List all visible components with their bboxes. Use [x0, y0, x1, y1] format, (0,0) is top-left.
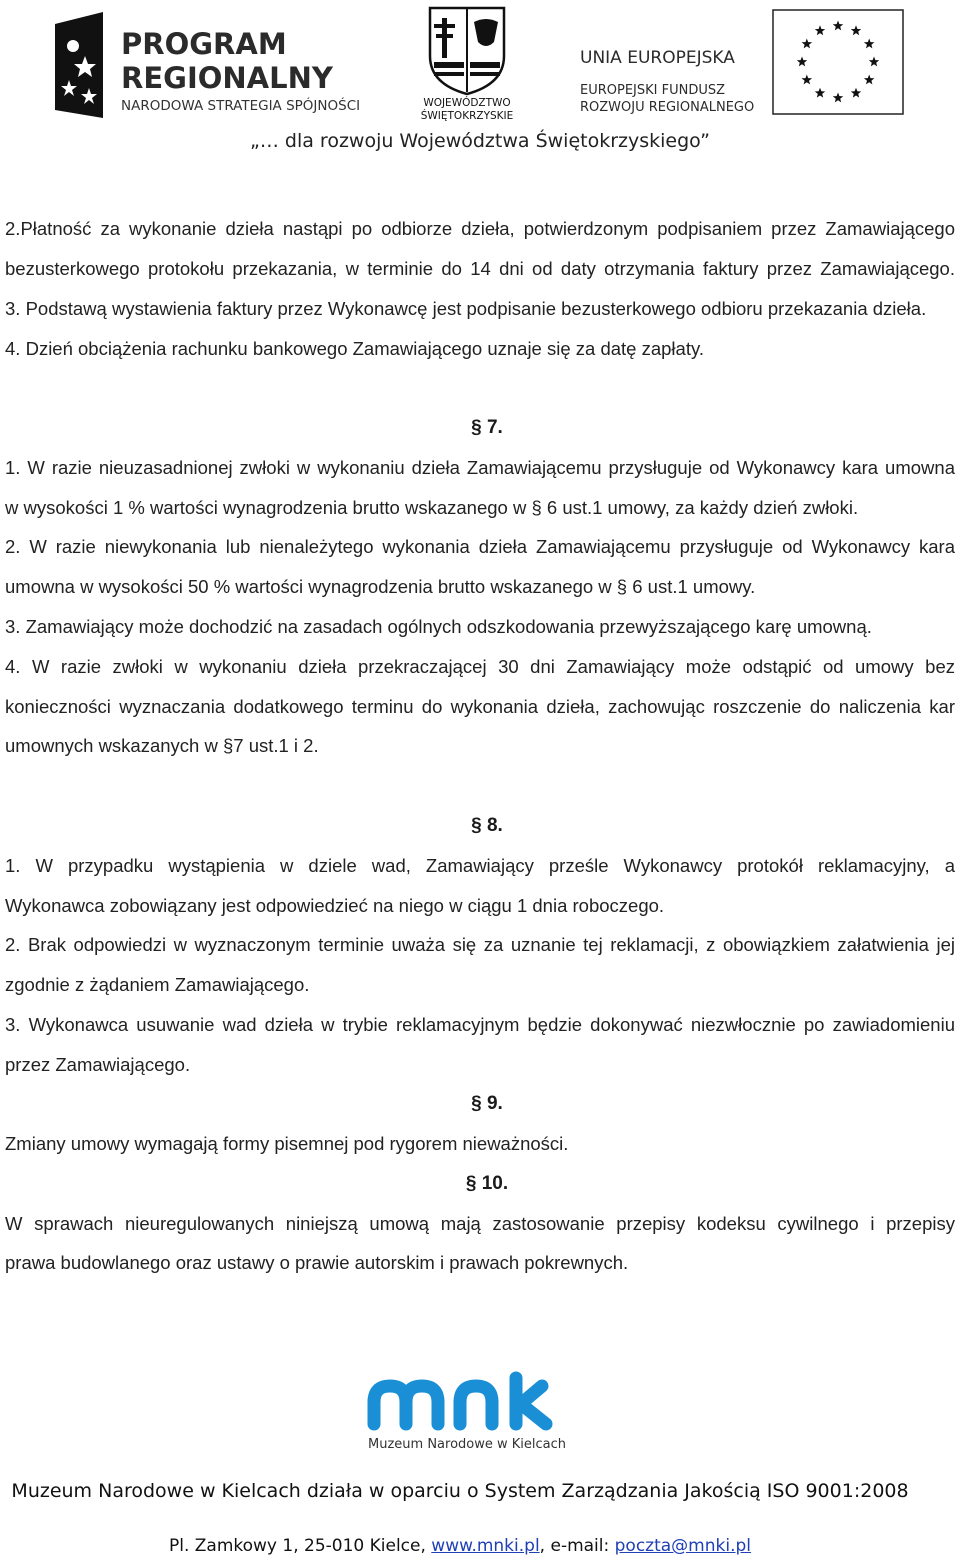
program-logo-line3: NARODOWA STRATEGIA SPÓJNOŚCI	[121, 98, 361, 114]
mnk-logo-text: Muzeum Narodowe w Kielcach	[368, 1437, 566, 1452]
paragraph-4: 4. Dzień obciążenia rachunku bankowego Zamawiającego uznaje się za datę zapłaty.	[5, 338, 704, 359]
eu-star	[815, 25, 825, 35]
s10-line2: prawa budowlanego oraz ustawy o prawie autorskim i prawach pokrewnych.	[5, 1252, 629, 1273]
eu-star	[833, 93, 843, 103]
footer-iso-line: Muzeum Narodowe w Kielcach działa w oparciu o System Zarządzania Jakością ISO 9001:2008	[11, 1480, 909, 1502]
page-header	[0, 0, 960, 170]
paragraph-3: 3. Podstawą wystawienia faktury przez Wykonawcę jest podpisanie bezusterkowego odbioru przekazania dzieła.	[5, 298, 927, 319]
s8-paragraph-2-line2: zgodnie z żądaniem Zamawiającego.	[5, 974, 310, 995]
footer-email-label: , e-mail:	[539, 1536, 615, 1556]
eu-star	[815, 88, 825, 98]
s7-paragraph-1-line2: w wysokości 1 % wartości wynagrodzenia brutto wskazanego w § 6 ust.1 umowy, za każdy dzień zwłoki.	[5, 497, 859, 518]
eu-star	[802, 75, 813, 85]
email-link[interactable]: poczta@mnki.pl	[614, 1536, 752, 1556]
eu-star	[864, 39, 875, 49]
s9-text: Zmiany umowy wymagają formy pisemnej pod rygorem nieważności.	[5, 1133, 569, 1154]
eu-star	[851, 88, 861, 98]
program-logo-line1: PROGRAM	[121, 27, 287, 61]
eu-star	[851, 25, 861, 35]
paragraph-4-number: 4.	[5, 338, 21, 359]
eu-star	[869, 57, 879, 67]
section-7-heading: § 7.	[471, 417, 503, 438]
paragraph-2-line1: 2.Płatność za wykonanie dzieła nastąpi po odbiorze dzieła, potwierdzonym podpisaniem przez Zamawiającego	[5, 218, 955, 239]
eu-line3: ROZWOJU REGIONALNEGO	[580, 100, 755, 115]
program-logo-line2: REGIONALNY	[121, 61, 333, 95]
section-9-heading: § 9.	[471, 1093, 503, 1114]
eu-line1: UNIA EUROPEJSKA	[580, 48, 735, 68]
section-8-heading: § 8.	[471, 815, 503, 836]
s8-paragraph-3-line1: 3. Wykonawca usuwanie wad dzieła w trybie reklamacyjnym będzie dokonywać niezwłocznie po zawiadomieniu	[5, 1014, 955, 1035]
mnk-logo-mark	[374, 1378, 546, 1424]
eu-line2: EUROPEJSKI FUNDUSZ	[580, 83, 726, 98]
s7-paragraph-1-line1: 1. W razie nieuzasadnionej zwłoki w wykonaniu dzieła Zamawiającemu przysługuje od Wykonawcy kara umowna	[5, 457, 955, 478]
s7-paragraph-4-line2: konieczności wyznaczania dodatkowego terminu do wykonania dzieła, zachowując roszczenie do naliczenia kar	[5, 696, 955, 717]
s8-paragraph-2-line1: 2. Brak odpowiedzi w wyznaczonym terminie uważa się za uznanie tej reklamacji, z obowiązkiem załatwienia jej	[5, 934, 955, 955]
footer-address-text: Pl. Zamkowy 1, 25-010 Kielce,	[168, 1536, 432, 1556]
eu-flag-stars	[797, 21, 879, 103]
wojewodztwo-line2: ŚWIĘTOKRZYSKIE	[420, 110, 514, 122]
eu-logo	[570, 8, 910, 120]
footer-address	[0, 1536, 920, 1556]
s8-paragraph-3-line2: przez Zamawiającego.	[5, 1054, 191, 1075]
program-regionalny-logo	[55, 6, 385, 124]
eu-star	[833, 21, 843, 31]
s8-paragraph-1-line1: 1. W przypadku wystąpienia w dziele wad, Zamawiający prześle Wykonawcy protokół reklamacyjny, a	[5, 855, 955, 876]
s7-paragraph-3: 3. Zamawiający może dochodzić na zasadach ogólnych odszkodowania przewyższającego karę umowną.	[5, 616, 872, 637]
mnk-museum-logo	[360, 1368, 570, 1454]
paragraph-2-number: 2.	[5, 218, 21, 239]
paragraph-3-number: 3.	[5, 298, 21, 319]
eu-star	[797, 57, 807, 67]
section-10-heading: § 10.	[465, 1173, 509, 1194]
s7-paragraph-4-line1: 4. W razie zwłoki w wykonaniu dzieła przekraczającej 30 dni Zamawiający może odstąpić od umowy bez	[5, 656, 955, 677]
s10-line1: W sprawach nieuregulowanych niniejszą umową mają zastosowanie przepisy kodeksu cywilnego i przepisy	[5, 1213, 955, 1234]
s7-paragraph-2-line2: umowna w wysokości 50 % wartości wynagrodzenia brutto wskazanego w § 6 ust.1 umowy.	[5, 576, 756, 597]
eu-star	[864, 75, 875, 85]
header-tagline: „… dla rozwoju Województwa Świętokrzyskiego”	[250, 130, 710, 152]
s7-paragraph-2-line1: 2. W razie niewykonania lub nienależytego wykonania dzieła Zamawiającemu przysługuje od Wykonawcy kara	[5, 536, 955, 557]
s7-paragraph-4-line3: umownych wskazanych w §7 ust.1 i 2.	[5, 735, 319, 756]
eu-star	[802, 39, 813, 49]
s8-paragraph-1-line2: Wykonawca zobowiązany jest odpowiedzieć na niego w ciągu 1 dnia roboczego.	[5, 895, 665, 916]
wojewodztwo-coat-of-arms	[412, 6, 522, 124]
paragraph-2-line2: bezusterkowego protokołu przekazania, w terminie do 14 dni od daty otrzymania faktury przez Zamawiającego.	[5, 258, 955, 279]
website-link[interactable]: www.mnki.pl	[431, 1536, 540, 1556]
wojewodztwo-line1: WOJEWÓDZTWO	[423, 97, 511, 109]
